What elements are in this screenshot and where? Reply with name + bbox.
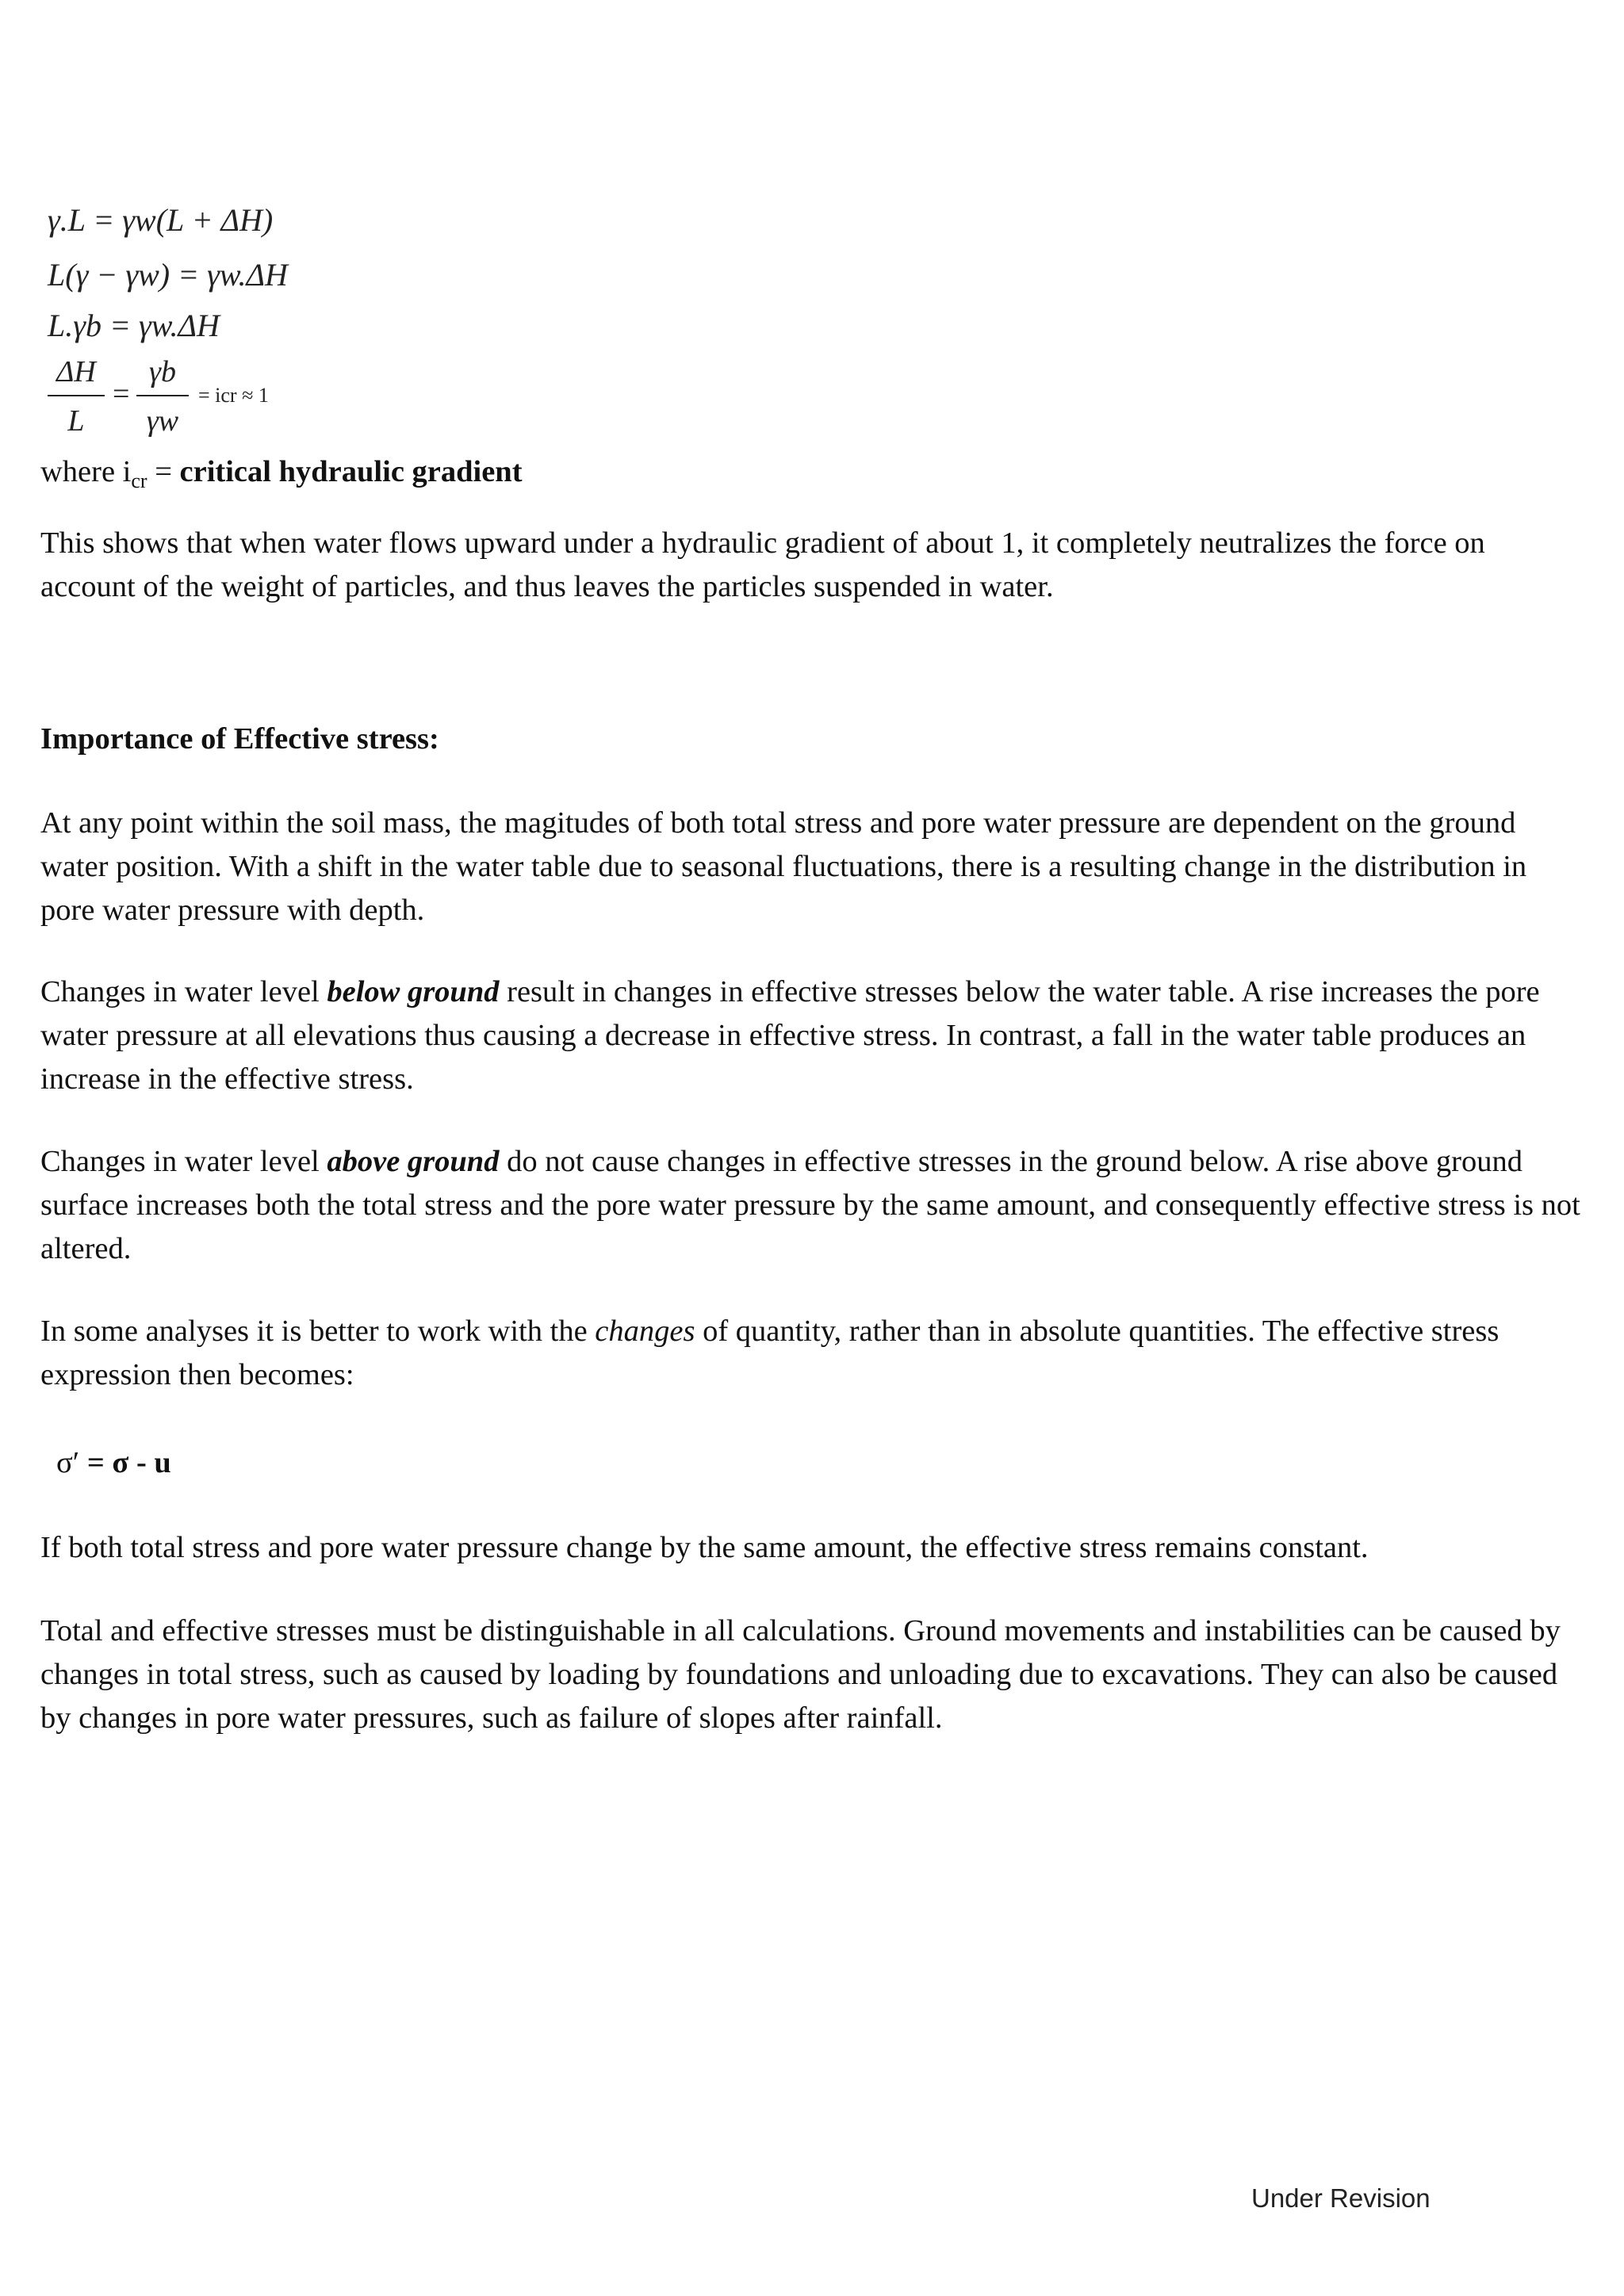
footer-revision-note: Under Revision	[1251, 2183, 1431, 2213]
fraction-equals-sign: =	[113, 377, 130, 411]
gradient-fraction-equation	[48, 357, 301, 444]
fraction-bar-left	[48, 395, 105, 396]
above-ground-text-after: do not cause changes in effective stresses in the ground below. A rise above ground surface increases both the total stress and the pore water pressure by the same amount, and consequently effective stress is not altered.	[40, 1145, 1580, 1265]
equation-line-2: L(γ − γw) = γw.ΔH	[48, 257, 288, 293]
formula-rhs: = σ - u	[79, 1446, 171, 1479]
changes-text-before: In some analyses it is better to work with the	[40, 1314, 596, 1348]
below-ground-text-before: Changes in water level	[40, 975, 327, 1008]
effective-stress-formula	[56, 1441, 171, 1485]
fraction-numerator-right: γb	[149, 355, 176, 388]
below-ground-emphasis: below ground	[327, 975, 500, 1008]
equation-line-3: L.γb = γw.ΔH	[48, 308, 220, 343]
fraction-bar-right	[136, 395, 189, 396]
changes-emphasis: changes	[595, 1314, 695, 1348]
critical-gradient-definition	[40, 450, 523, 503]
fraction-numerator-left: ΔH	[56, 355, 96, 388]
formula-lhs: σ′	[56, 1446, 80, 1479]
where-bold-term: critical hydraulic gradient	[179, 455, 523, 488]
paragraph-changes-of-quantity	[40, 1310, 1587, 1397]
paragraph-total-and-effective: Total and effective stresses must be distinguishable in all calculations. Ground movements and instabilities can be caused by changes in total stress, such as caused by loading by foundations and unloading due to excavations. They can also be caused by changes in pore water pressures, such as failure of slopes after rainfall.	[40, 1614, 1561, 1735]
above-ground-text-before: Changes in water level	[40, 1145, 327, 1178]
paragraph-stress-constant: If both total stress and pore water pressure change by the same amount, the effective stress remains constant.	[40, 1531, 1369, 1564]
where-subscript: cr	[131, 469, 147, 492]
below-ground-text-after: result in changes in effective stresses below the water table. A rise increases the pore water pressure at all elevations thus causing a decrease in effective stress. In contrast, a fall in the water table produces an increase in the effective stress.	[40, 975, 1540, 1096]
above-ground-emphasis: above ground	[327, 1145, 500, 1178]
paragraph-upward-flow: This shows that when water flows upward under a hydraulic gradient of about 1, it completely neutralizes the force on account of the weight of particles, and thus leaves the particles suspended in water.	[40, 526, 1485, 603]
changes-text-after: of quantity, rather than in absolute quantities. The effective stress expression then becomes:	[40, 1314, 1500, 1391]
paragraph-below-ground	[40, 970, 1587, 1101]
equation-line-1: γ.L = γw(L + ΔH)	[48, 202, 274, 238]
fraction-denominator-right: γw	[146, 404, 179, 438]
where-prefix: where i	[40, 455, 132, 488]
where-equals: =	[147, 455, 180, 488]
fraction-denominator-left: L	[67, 404, 85, 438]
section-heading: Importance of Effective stress:	[40, 722, 439, 756]
paragraph-ground-water-position: At any point within the soil mass, the magitudes of both total stress and pore water pressure are dependent on the ground water position. With a shift in the water table due to seasonal fluctuations, there is a resulting change in the distribution in pore water pressure with depth.	[40, 806, 1527, 927]
fraction-result: = icr ≈ 1	[198, 384, 269, 407]
paragraph-above-ground	[40, 1140, 1587, 1271]
